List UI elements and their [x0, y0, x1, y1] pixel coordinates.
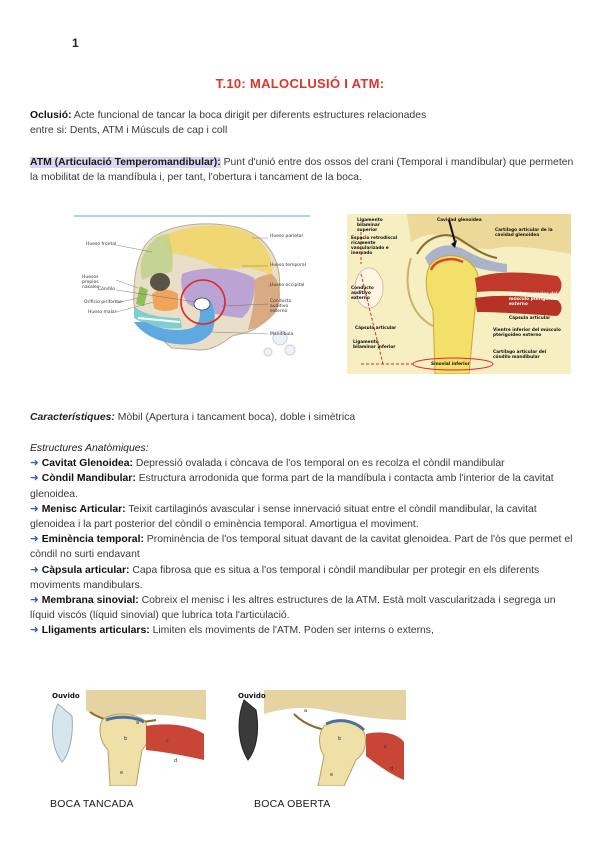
open-mouth-figure: [234, 690, 406, 786]
open-mouth-illustration: [234, 690, 406, 786]
page-title: T.10: MALOCLUSIÓ I ATM:: [215, 76, 385, 91]
joint-label: Ligamento bilaminar superior: [357, 218, 383, 233]
item-term: Eminència temporal:: [41, 534, 144, 546]
open-mouth-caption: BOCA OBERTA: [254, 798, 331, 810]
joint-label: Ligamento bilaminar inferior: [353, 340, 396, 350]
closed-mouth-caption: BOCA TANCADA: [50, 798, 134, 810]
item-text: Capa fibrosa que es situa a l'os temporal i còndil mandibular per protegir en els diferents moviments mandibulars.: [30, 564, 540, 591]
list-item: [30, 502, 575, 532]
skull-label: Mandíbula: [270, 332, 294, 337]
arrow-icon: ➜: [30, 473, 39, 485]
joint-label: Vientre inferior del músculo pterigoideo externo: [493, 328, 561, 338]
ear-hole-tag: Ear hole: [256, 747, 284, 754]
skull-label: Huesos propios nasales: [82, 275, 100, 290]
skull-figure: [72, 214, 312, 360]
figure-letter: a: [304, 708, 308, 714]
item-term: Membrana sinovial:: [41, 595, 139, 607]
caracteristiques-text: Mòbil (Apertura i tancament boca), doble i simètrica: [114, 412, 356, 423]
list-item: [30, 532, 575, 562]
figure-letter: b: [338, 736, 342, 742]
skull-label: Hueso parietal: [270, 234, 303, 239]
page-number: 1: [72, 36, 79, 50]
closed-mouth-figure: [46, 690, 206, 786]
item-text: Cobreix el menisc i les altres estructures de la ATM. Està molt vascularitzada i segrega un líquid viscós (líquid sinovial) que lubrica tota l'articulació.: [30, 595, 556, 622]
figure-letter: e: [330, 772, 334, 778]
figure-letter: e: [120, 770, 124, 776]
figure-letter: d: [390, 766, 394, 772]
atm-term: ATM (Articulació Temperomandibular):: [30, 157, 221, 168]
arrow-icon: ➜: [30, 625, 39, 637]
arrow-icon: ➜: [30, 595, 39, 607]
atm-paragraph: [30, 155, 575, 185]
joint-label: Cápsula articular: [355, 326, 397, 331]
list-item: [30, 563, 575, 593]
item-term: Càpsula articular:: [41, 564, 130, 576]
item-text: Estructura arrodonida que forma part de la mandíbula i contacta amb l'interior de la cavitat glenoidea.: [30, 473, 554, 500]
item-term: Còndil Mandibular:: [41, 473, 136, 485]
arrow-icon: ➜: [30, 534, 39, 546]
joint-label: Cápsula articular: [509, 316, 551, 321]
joint-label: Vientre superior del músculo pterigoideo externo: [509, 292, 559, 307]
joint-label: Cavidad glenoidea: [437, 218, 482, 223]
item-text: Depressió ovalada i còncava de l'os temporal on es recolza el còndil mandibular: [132, 458, 505, 470]
figure-letter: b: [124, 736, 128, 742]
oclusio-paragraph: [30, 108, 575, 138]
ear-tag: Ouvido: [52, 692, 80, 700]
skull-label: Hueso temporal: [270, 263, 306, 268]
caracteristiques-term: Característiques:: [30, 412, 115, 423]
figure-letter: d: [174, 758, 178, 764]
skull-label: Hueso occipital: [270, 283, 305, 288]
atm-text: Punt d'unió entre dos ossos del crani (Temporal i mandíbular) que permeten la mobilitat de la mandíbula i, per tant, l'obertura i tancament de la boca.: [30, 157, 574, 184]
oclusio-line2: entre si: Dents, ATM i Músculs de cap i coll: [30, 125, 228, 137]
item-text: Teixit cartilaginós avascular i sense innervació situat entre el còndil mandibular, la cavitat glenoidea i la part posterior del còndil o eminència temporal. Amortigua el moviment.: [30, 503, 537, 531]
list-item: [30, 593, 575, 623]
item-term: Lligaments articulars:: [41, 625, 150, 637]
skull-label: Orificio piriforme: [84, 300, 122, 305]
oclusio-line1: Acte funcional de tancar la boca dirigit per diferents estructures relacionades: [71, 110, 427, 121]
joint-label: Cartílago articular de la cavidad glenoidea: [495, 228, 553, 238]
joint-label: Espacio retrodiscal ricamente vascularizado e inervado: [351, 236, 398, 256]
joint-label: Conducto auditivo externo: [351, 286, 374, 301]
estructures-heading: Estructures Anatòmiques:: [30, 443, 149, 454]
figure-letter: c: [166, 738, 169, 744]
skull-label: Hueso frontal: [86, 242, 117, 247]
estructures-section: [30, 441, 575, 639]
list-item: [30, 623, 575, 638]
joint-figure: [347, 214, 571, 374]
caracteristiques-paragraph: [30, 410, 575, 425]
joint-label: Cartílago articular del cóndilo mandibular: [493, 350, 547, 360]
item-term: Cavitat Glenoidea:: [41, 458, 133, 470]
ear-tag: Ouvido: [238, 692, 266, 700]
joint-label: Sinovial inferior: [431, 362, 470, 367]
skull-label: Hueso malar: [88, 310, 117, 315]
figure-letter: c: [384, 744, 387, 750]
item-term: Menisc Articular:: [41, 503, 126, 515]
item-text: Prominència de l'os temporal situat davant de la cavitat glenoidea. Part de l'òs que permet el còndil no surti endavant: [30, 534, 573, 561]
figure-letter: a: [136, 720, 140, 726]
oclusio-term: Oclusió:: [30, 110, 72, 121]
skull-label: Cóndilo: [98, 287, 115, 292]
item-text: Limiten els moviments de l'ATM. Poden ser interns o externs,: [149, 625, 434, 637]
arrow-icon: ➜: [30, 458, 39, 470]
arrow-icon: ➜: [30, 503, 39, 515]
skull-label: Conducto auditivo externo: [270, 299, 292, 314]
list-item: [30, 471, 575, 501]
list-item: [30, 456, 575, 471]
arrow-icon: ➜: [30, 564, 39, 576]
